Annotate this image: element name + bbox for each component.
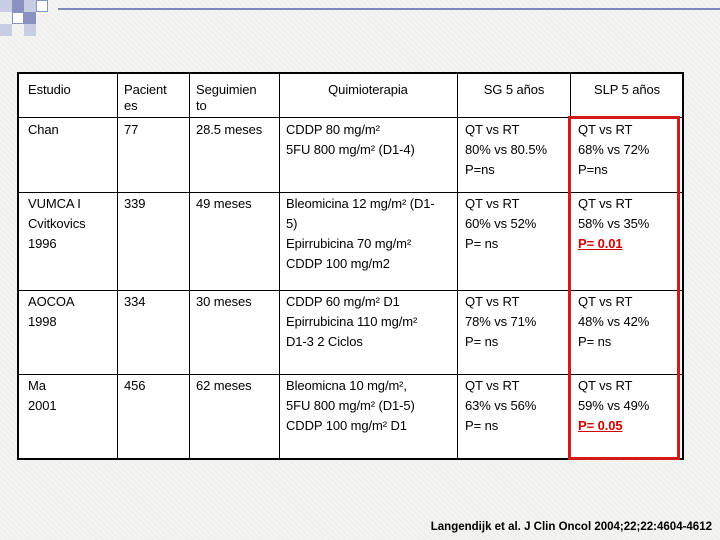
header-pacientes: Pacient es	[124, 82, 167, 113]
col-divider	[189, 74, 190, 458]
header-seguimiento: Seguimien to	[196, 82, 257, 113]
table-cell-seguimiento: 28.5 meses	[196, 122, 263, 137]
table-cell-pacientes: 339	[124, 196, 146, 211]
significant-p-value: P= 0.01	[578, 236, 623, 251]
table-cell-quimioterapia: Bleomicna 10 mg/m², 5FU 800 mg/m² (D1-5) CDDP 100 mg/m² D1	[286, 378, 415, 433]
slp-column-highlight	[568, 116, 680, 460]
table-cell-sg: QT vs RT 78% vs 71% P= ns	[465, 294, 537, 349]
corner-decoration	[0, 0, 60, 45]
table-cell-quimioterapia: Bleomicina 12 mg/m² (D1- 5) Epirrubicina 70 mg/m² CDDP 100 mg/m2	[286, 196, 435, 271]
table-cell-sg: QT vs RT 60% vs 52% P= ns	[465, 196, 537, 251]
header-slp: SLP 5 años	[594, 82, 660, 97]
table-cell-sg: QT vs RT 63% vs 56% P= ns	[465, 378, 537, 433]
slp-text: QT vs RT 58% vs 35%	[578, 196, 650, 231]
table-cell-seguimiento: 62 meses	[196, 378, 252, 393]
table-cell-estudio: VUMCA I Cvitkovics 1996	[28, 196, 86, 251]
header-sg: SG 5 años	[483, 82, 545, 97]
col-divider	[457, 74, 458, 458]
table-cell-seguimiento: 49 meses	[196, 196, 252, 211]
table-cell-sg: QT vs RT 80% vs 80.5% P=ns	[465, 122, 547, 177]
header-quimioterapia: Quimioterapia	[328, 82, 408, 97]
slp-text: QT vs RT 68% vs 72% P=ns	[578, 122, 650, 177]
table-cell-estudio: AOCOA 1998	[28, 294, 75, 329]
table-cell-estudio: Chan	[28, 122, 59, 137]
table-cell-estudio: Ma 2001	[28, 378, 57, 413]
header-estudio: Estudio	[28, 82, 71, 97]
col-divider	[117, 74, 118, 458]
col-divider	[279, 74, 280, 458]
table-cell-quimioterapia: CDDP 60 mg/m² D1 Epirrubicina 110 mg/m² D1-3 2 Ciclos	[286, 294, 418, 349]
table-cell-pacientes: 456	[124, 378, 146, 393]
citation: Langendijk et al. J Clin Oncol 2004;22;22:4604-4612	[430, 521, 712, 533]
slp-text: QT vs RT 59% vs 49%	[578, 378, 650, 413]
significant-p-value: P= 0.05	[578, 418, 623, 433]
table-cell-seguimiento: 30 meses	[196, 294, 252, 309]
title-rule	[58, 8, 720, 10]
table-cell-pacientes: 77	[124, 122, 139, 137]
table-cell-pacientes: 334	[124, 294, 146, 309]
table-cell-quimioterapia: CDDP 80 mg/m² 5FU 800 mg/m² (D1-4)	[286, 122, 415, 157]
slp-text: QT vs RT 48% vs 42% P= ns	[578, 294, 650, 349]
